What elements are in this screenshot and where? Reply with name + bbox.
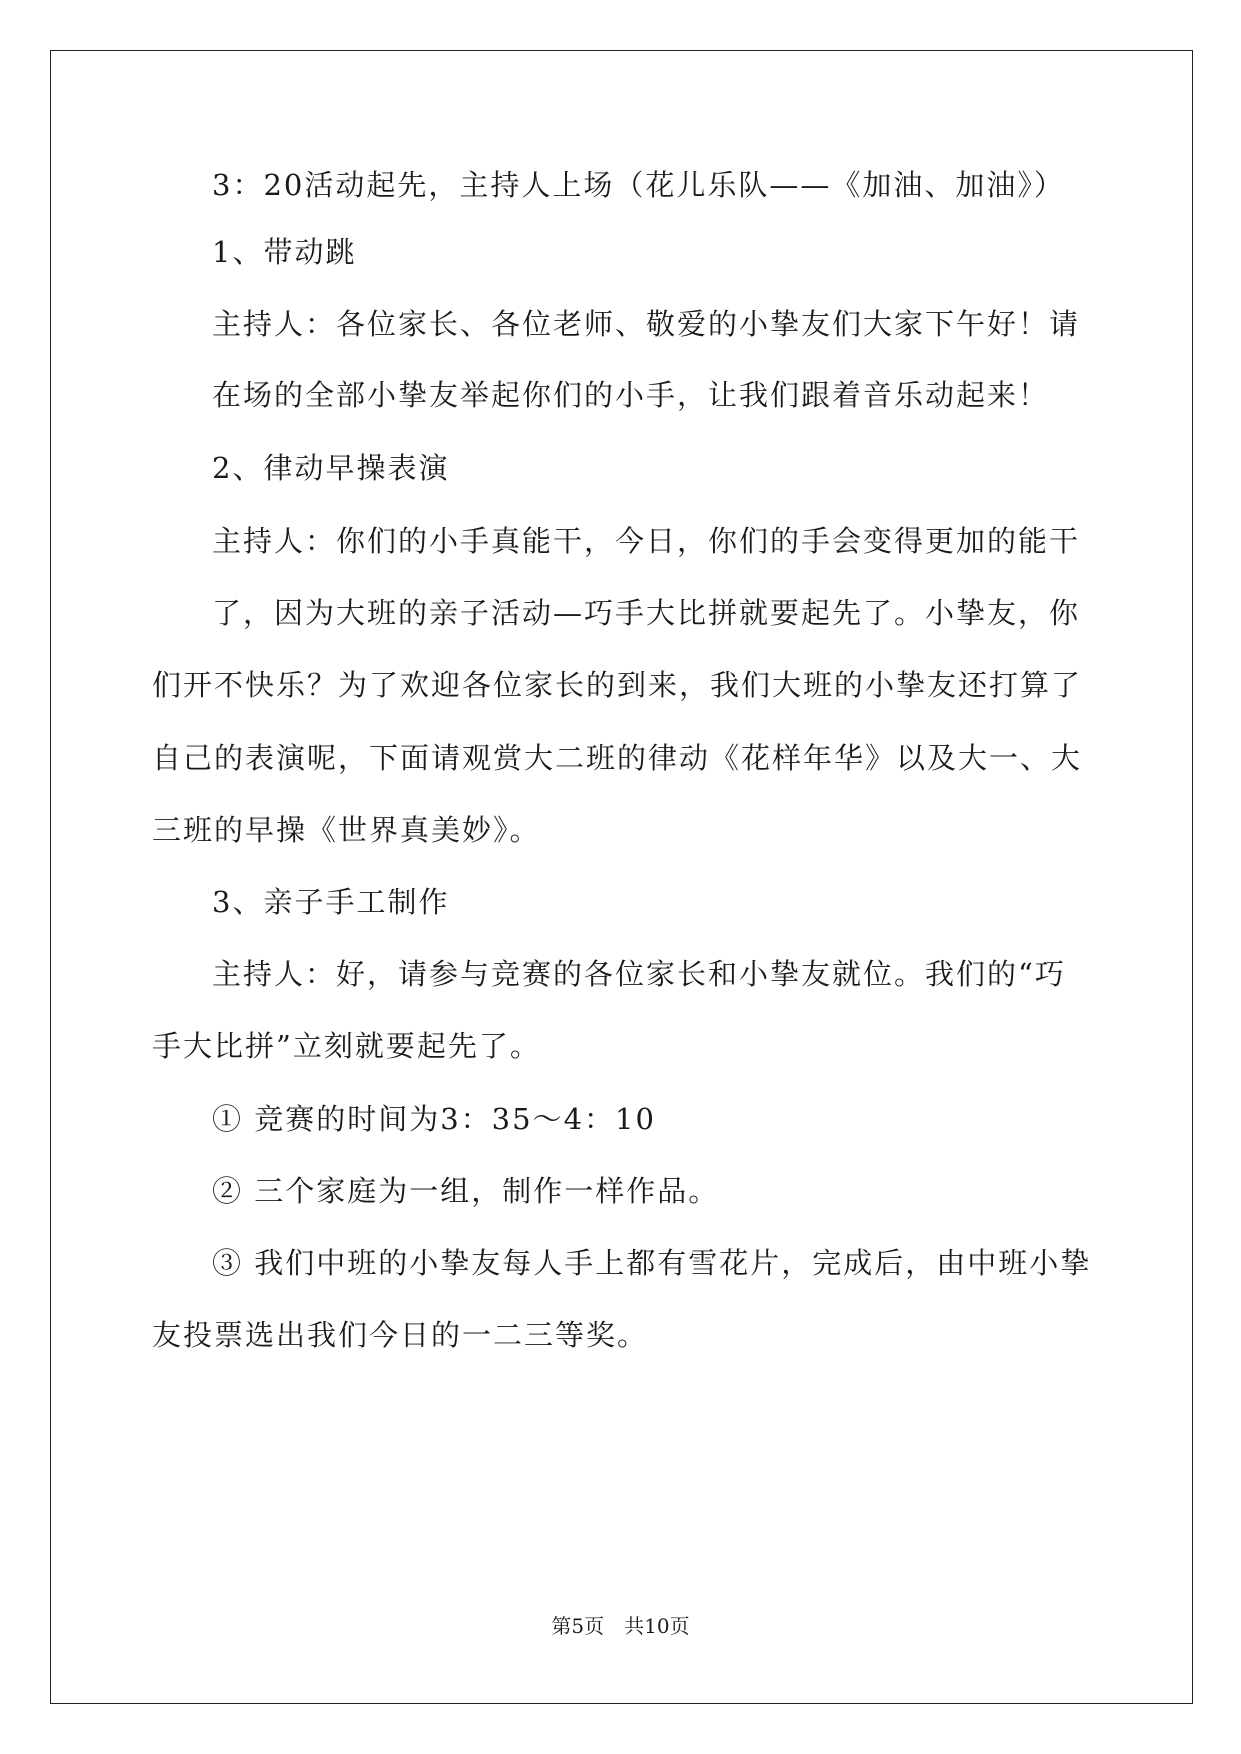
section-heading: 3、亲子手工制作 [212, 885, 450, 919]
paragraph-line: 友投票选出我们今日的一二三等奖。 [152, 1318, 649, 1352]
paragraph-line: 自己的表演呢，下面请观赏大二班的律动《花样年华》以及大一、大 [152, 741, 1083, 775]
page-border [50, 50, 1193, 1704]
paragraph-line: 们开不快乐？为了欢迎各位家长的到来，我们大班的小挚友还打算了 [152, 668, 1083, 702]
paragraph-line: 手大比拼”立刻就要起先了。 [152, 1029, 541, 1063]
paragraph-line: 三班的早操《世界真美妙》。 [152, 813, 541, 847]
list-item: ② 三个家庭为一组，制作一样作品。 [212, 1174, 720, 1208]
section-heading: 1、带动跳 [212, 235, 357, 269]
list-item: ③ 我们中班的小挚友每人手上都有雪花片，完成后，由中班小挚 [212, 1246, 1092, 1280]
section-heading: 2、律动早操表演 [212, 451, 450, 485]
paragraph-line: 主持人：各位家长、各位老师、敬爱的小挚友们大家下午好！请 [212, 307, 1081, 341]
page-number: 第5页 共10页 [551, 1614, 690, 1638]
paragraph-line: 在场的全部小挚友举起你们的小手，让我们跟着音乐动起来！ [212, 378, 1050, 412]
paragraph-line: 主持人：好，请参与竞赛的各位家长和小挚友就位。我们的“巧 [212, 957, 1066, 991]
list-item: ① 竞赛的时间为3：35～4：10 [212, 1102, 656, 1136]
paragraph-line: 主持人：你们的小手真能干，今日，你们的手会变得更加的能干 [212, 524, 1081, 558]
paragraph-line: 了，因为大班的亲子活动—巧手大比拼就要起先了。小挚友，你 [212, 596, 1081, 630]
paragraph-line: 3：20活动起先，主持人上场（花儿乐队——《加油、加油》） [212, 168, 1065, 202]
